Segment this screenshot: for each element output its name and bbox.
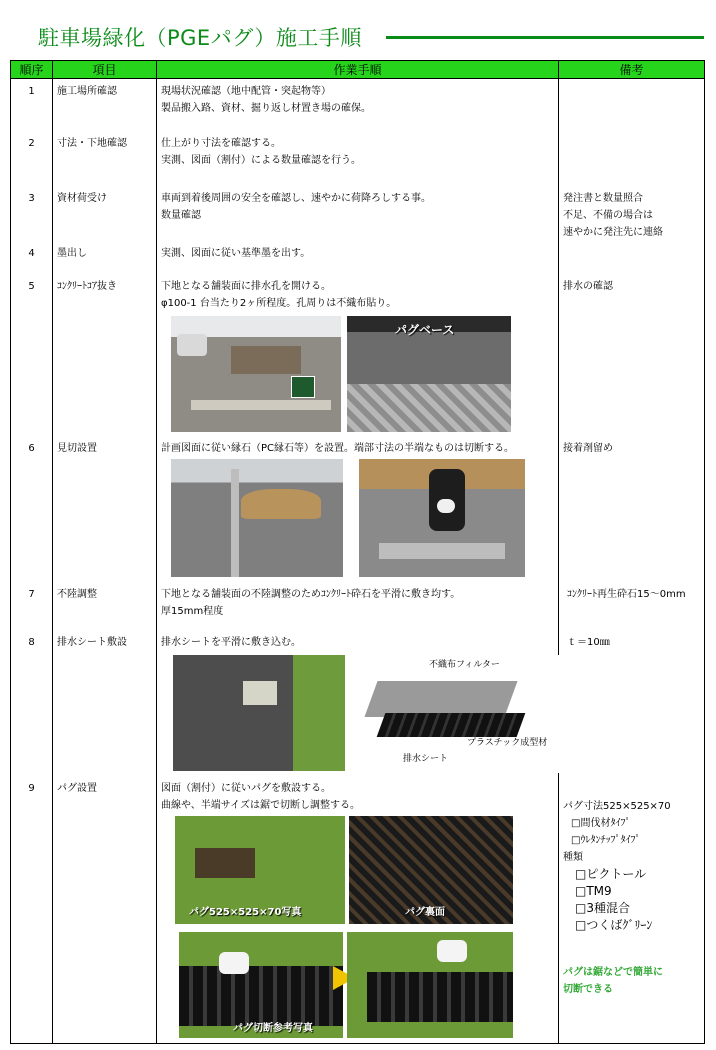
- row-step: 計画図面に従い縁石（PC縁石等）を設置。端部寸法の半端なものは切断する。: [157, 440, 559, 586]
- row-step: 仕上がり寸法を確認する。 実測、図面（割付）による数量確認を行う。: [157, 135, 559, 190]
- row-no: 9: [11, 780, 53, 1044]
- row-item: 寸法・下地確認: [53, 135, 157, 190]
- table-row: [11, 278, 705, 440]
- photo-drain-sheet: [173, 655, 345, 771]
- row-step: 下地となる舗装面の不陸調整のためｺﾝｸﾘｰﾄ砕石を平滑に敷き均す。 厚15mm程度: [157, 586, 559, 634]
- photo-caption: パグベース: [395, 322, 455, 337]
- table-header: [11, 61, 705, 79]
- photo-pug-cut-2: [347, 932, 513, 1038]
- table-row: [11, 245, 705, 278]
- table-row: [11, 190, 705, 245]
- label-sheet: 排水シート: [403, 753, 449, 764]
- row-step: 実測、図面に従い基準墨を出す。: [157, 245, 559, 278]
- row-step: 排水シートを平滑に敷き込む。 不織布フィルター プラスチック成型材 排水シート: [157, 634, 559, 780]
- photo-pug-back: [349, 816, 513, 924]
- photo-curb-sand: [171, 459, 343, 577]
- header-note: 備考: [559, 61, 705, 79]
- row-note: [559, 245, 705, 278]
- row-step: 図面（割付）に従いパグを敷設する。 曲線や、半端サイズは鋸で切断し調整する。 パグ525×525×70写真 パグ裏面 パグ切断参考写真: [157, 780, 559, 1044]
- table-row: [11, 780, 705, 1044]
- row-item: 見切設置: [53, 440, 157, 586]
- title-underline: [386, 36, 704, 39]
- row-note: 接着剤留め: [559, 440, 705, 586]
- table-row: [11, 135, 705, 190]
- photo-pug-cut-1: [179, 932, 343, 1038]
- photo-caption: パグ525×525×70写真: [189, 906, 302, 918]
- row-note: 排水の確認: [559, 278, 705, 440]
- green-note: パグは鋸などで簡単に: [563, 966, 663, 978]
- row-item: 施工場所確認: [53, 79, 157, 135]
- row-no: 2: [11, 135, 53, 190]
- header-step: 作業手順: [157, 61, 559, 79]
- row-no: 3: [11, 190, 53, 245]
- row-note: ｔ＝10㎜: [559, 634, 705, 780]
- row-item: ｺﾝｸﾘｰﾄｺｱ抜き: [53, 278, 157, 440]
- row-step: 車両到着後周囲の安全を確認し、速やかに荷降ろしする事。 数量確認: [157, 190, 559, 245]
- row-no: 6: [11, 440, 53, 586]
- drain-sheet-diagram: [361, 655, 561, 773]
- header-item: 項目: [53, 61, 157, 79]
- photo-pug-size: [175, 816, 345, 924]
- photo-pug-base: [347, 316, 511, 432]
- table-row: [11, 79, 705, 135]
- row-no: 7: [11, 586, 53, 634]
- row-step: 下地となる舗装面に排水孔を開ける。 φ100-1 台当たり2ヶ所程度。孔周りは不織布貼り。 パグベース: [157, 278, 559, 440]
- row-note: ｺﾝｸﾘｰﾄ再生砕石15～0mm: [559, 586, 705, 634]
- row-note: [559, 79, 705, 135]
- row-no: 5: [11, 278, 53, 440]
- label-filter: 不織布フィルター: [429, 659, 500, 670]
- page-title: 駐車場緑化（PGEパグ）施工手順: [38, 26, 362, 50]
- green-note: 切断できる: [563, 983, 613, 995]
- label-plastic: プラスチック成型材: [467, 737, 548, 748]
- row-item: 墨出し: [53, 245, 157, 278]
- row-no: 4: [11, 245, 53, 278]
- procedure-table: [10, 60, 705, 1044]
- photo-caption: パグ裏面: [405, 906, 445, 918]
- row-no: 1: [11, 79, 53, 135]
- photo-caption: パグ切断参考写真: [233, 1022, 313, 1034]
- photo-core-drilling: [171, 316, 341, 432]
- table-row: [11, 586, 705, 634]
- table-row: [11, 440, 705, 586]
- row-no: 8: [11, 634, 53, 780]
- row-note: [559, 135, 705, 190]
- row-note: 発注書と数量照合 不足、不備の場合は 速やかに発注先に連絡: [559, 190, 705, 245]
- row-item: 資材荷受け: [53, 190, 157, 245]
- row-note: パグ寸法525×525×70 □間伐材ﾀｲﾌﾟ □ｳﾚﾀﾝﾁｯﾌﾟﾀｲﾌﾟ 種類 □ピクトール □TM9 □3種混合 □つくばｸﾞﾘｰﾝ パグは鋸などで簡単に 切断できる: [559, 780, 705, 1044]
- photo-curb-worker: [359, 459, 525, 577]
- row-item: 不陸調整: [53, 586, 157, 634]
- row-item: 排水シート敷設: [53, 634, 157, 780]
- row-item: パグ設置: [53, 780, 157, 1044]
- header-no: 順序: [11, 61, 53, 79]
- table-row: [11, 634, 705, 780]
- row-step: 現場状況確認（地中配管・突起物等） 製品搬入路、資材、掘り返し材置き場の確保。: [157, 79, 559, 135]
